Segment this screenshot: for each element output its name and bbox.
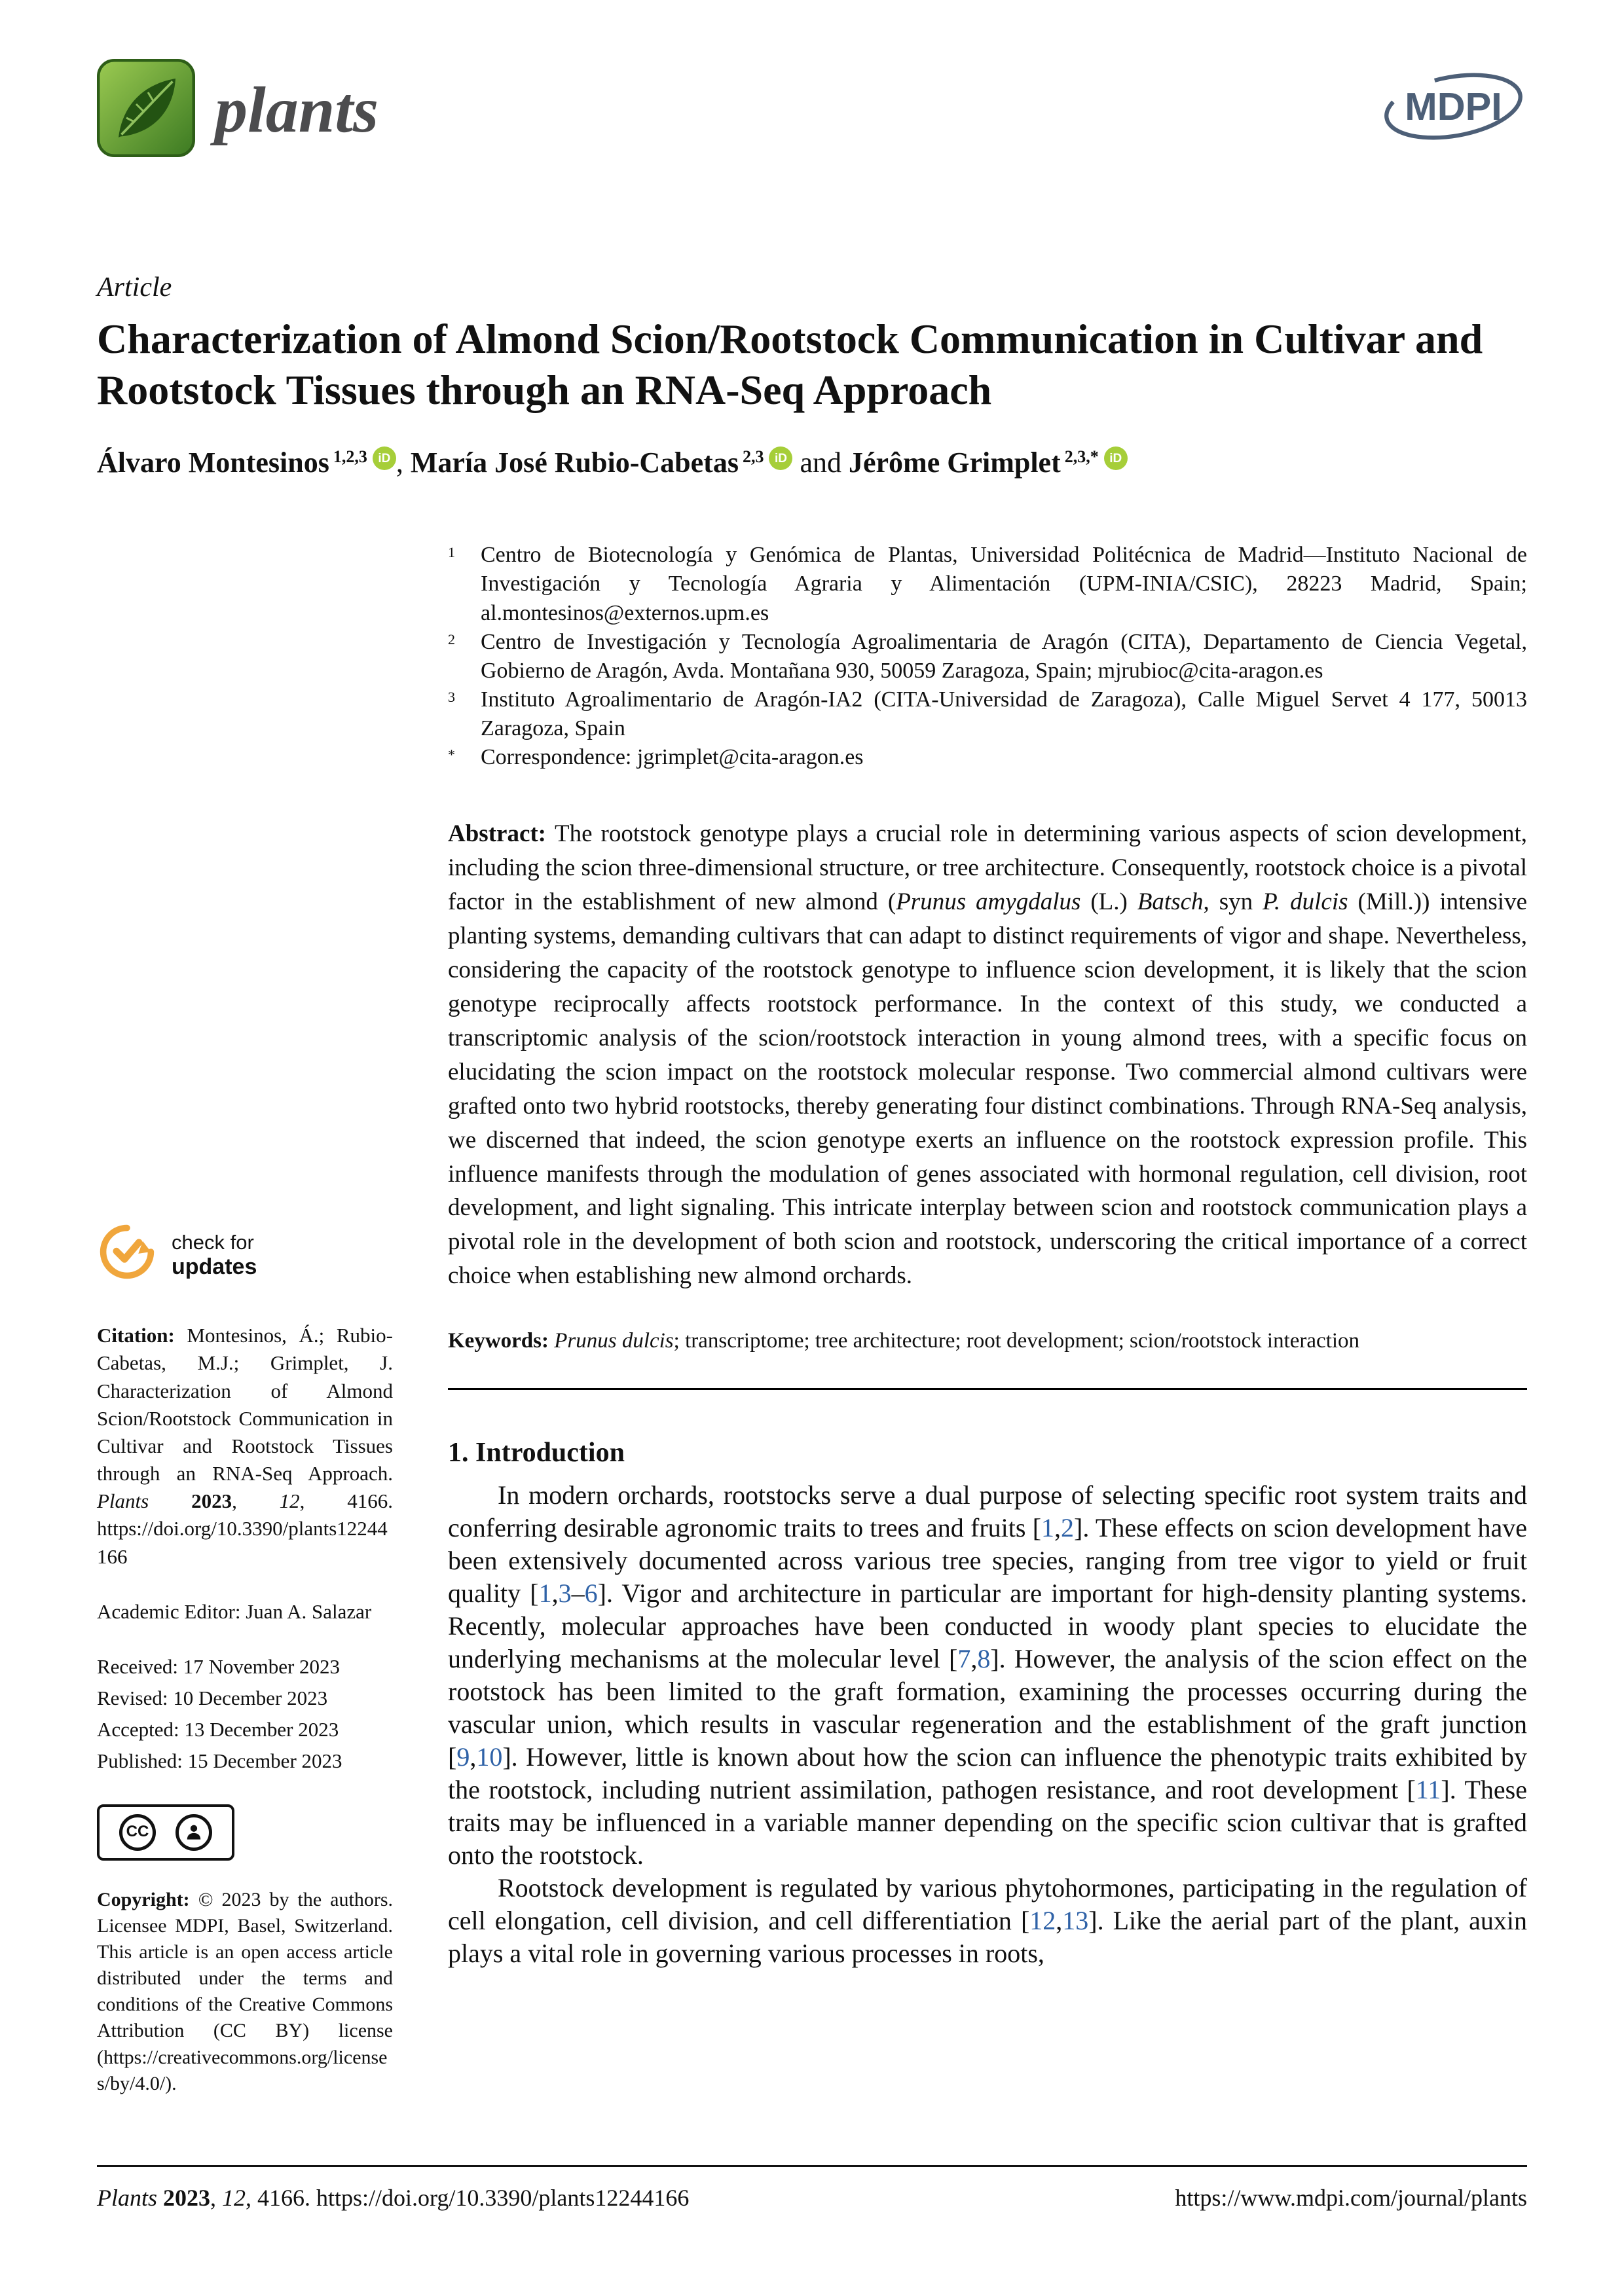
keywords [448,1326,1527,1356]
affiliation-item [448,743,1527,772]
history-dates [97,1653,393,1776]
text-run: ]. Like the aerial part of the plant, auxin plays a vital role in governing various processes in roots, [448,1905,1527,1968]
author-separator: , [396,446,411,479]
affiliation-item [448,685,1527,743]
left-sidebar [97,541,393,2097]
text-run: P. dulcis [1263,888,1348,915]
cc-icon: CC [119,1814,156,1851]
author-affiliation-marker: 2,3,* [1064,446,1099,466]
text-run: Plants [97,2185,164,2211]
reference-link[interactable]: 11 [1415,1774,1441,1804]
text-run: , [232,1489,280,1513]
text-run: Keywords: [448,1329,555,1353]
text-run: , [1054,1512,1061,1542]
mdpi-wordmark: MDPI [1405,84,1502,129]
academic-editor: Academic Editor: Juan A. Salazar [97,1599,372,1623]
text-run: , [970,1643,978,1673]
reference-link[interactable]: 7 [957,1643,971,1673]
text-run: The rootstock genotype plays a crucial role in determining various aspects of scion development, including the scion three-dimensional structure, or tree architecture. Consequently, rootstock choice is a pivotal factor in the establishment of new almond ( [448,820,1527,915]
text-run: – [571,1578,585,1608]
article-type-label: Article [97,272,172,302]
reference-link[interactable]: 9 [456,1741,470,1772]
history-date-line: Received: 17 November 2023 [97,1654,341,1678]
citation-block [97,1322,393,1570]
text-run: In modern orchards, rootstocks serve a dual purpose of selecting specific root system traits and conferring desirable agronomic traits to trees and fruits [ [448,1480,1527,1542]
page-footer [97,2165,1527,2212]
text-run: ]. However, little is known about how the scion can influence the phenotypic traits exhibited by the rootstock, including nutrient assimilation, pathogen resistance, and root development [ [448,1741,1527,1804]
text-run: ]. However, the analysis of the scion effect on the rootstock has been limited to the graft formation, examining the processes occurring during the vascular union, which results in vascular regeneration and the establishment of the graft junction [ [448,1643,1527,1772]
text-run: , syn [1203,888,1263,915]
copyright-note [97,1887,393,2098]
footer-citation [97,2184,689,2212]
affiliation-marker: 3 [448,689,455,706]
abstract [448,817,1527,1294]
keywords-divider [448,1388,1527,1390]
crossmark-icon [97,1222,157,1289]
section-heading-introduction: 1. Introduction [448,1437,625,1468]
journal-logo[interactable] [97,59,378,160]
history-date-line: Published: 15 December 2023 [97,1749,342,1773]
text-run: ]. Vigor and architecture in particular are important for high-density planting systems. Recently, molecular approaches have been conducted in woody plant species to elucidate the underlying mechanisms at the molecular level [ [448,1578,1527,1673]
mdpi-logo[interactable] [1380,68,1527,148]
affiliation-marker: * [448,746,455,763]
page-header [97,0,1527,160]
text-run: (L.) [1080,888,1137,915]
author-affiliation-marker: 2,3 [742,446,764,466]
affiliation-text: Centro de Biotecnología y Genómica de Plantas, Universidad Politécnica de Madrid—Instituto Nacional de Investigación y Tecnología Agraria y Alimentación (UPM-INIA/CSIC), 28223 Madrid, Spain; al.montesinos@externos.upm.es [481,543,1527,625]
text-run: ]. These traits may be influenced in a variable manner depending on the specific scion cultivar that is grafted onto the rootstock. [448,1774,1527,1870]
orcid-icon[interactable]: iD [1104,446,1128,470]
text-run: ]. These effects on scion development have been extensively documented across various tree species, ranging from tree vigor to yield or fruit quality [ [448,1512,1527,1608]
article-title: Characterization of Almond Scion/Rootstock Communication in Cultivar and Rootstock Tissues through an RNA-Seq Approach [97,316,1483,414]
reference-link[interactable]: 12 [1029,1905,1056,1935]
text-run: , [470,1741,477,1772]
text-run: Citation: [97,1324,187,1347]
author-name: Jérôme Grimplet [848,446,1061,479]
check-label-line1: check for [172,1231,254,1254]
text-run: , [551,1578,559,1608]
author-affiliation-marker: 1,2,3 [333,446,367,466]
affiliation-item [448,541,1527,628]
text-run: , [210,2185,223,2211]
text-run: , 4166. https://doi.org/10.3390/plants12244166 [97,1489,394,1568]
author-line [97,445,1527,481]
journal-name: plants [215,73,379,146]
content-grid [97,541,1527,2097]
reference-link[interactable]: 13 [1062,1905,1089,1935]
affiliation-text: Correspondence: jgrimplet@cita-aragon.es [481,745,864,770]
text-run: © 2023 by the authors. Licensee MDPI, Basel, Switzerland. This article is an open access article distributed under the terms and conditions of the Creative Commons Attribution (CC BY) license (https://creativecommons.org/licenses/by/4.0/). [97,1888,393,2094]
text-run: Abstract: [448,820,555,847]
text-run: 2023 [191,1489,232,1513]
reference-link[interactable]: 2 [1061,1512,1075,1542]
footer-journal-url[interactable]: https://www.mdpi.com/journal/plants [1175,2185,1527,2211]
text-run: 12 [279,1489,300,1513]
text-run: Montesinos, Á.; Rubio-Cabetas, M.J.; Grimplet, J. Characterization of Almond Scion/Rootstock Communication in Cultivar and Rootstock Tissues through an RNA-Seq Approach. [97,1324,393,1485]
check-label-line2: updates [172,1254,257,1280]
author-separator: and [792,446,849,479]
body-paragraph [448,1872,1527,1970]
text-run: Plants [97,1489,192,1513]
affiliation-text: Centro de Investigación y Tecnología Agroalimentaria de Aragón (CITA), Departamento de Ciencia Vegetal, Gobierno de Aragón, Avda. Montañana 930, 50059 Zaragoza, Spain; mjrubioc@cita-aragon.es [481,629,1527,683]
text-run: Prunus dulcis [554,1329,674,1353]
text-run: 12 [222,2185,246,2211]
check-for-updates-label [172,1231,257,1279]
affiliation-marker: 2 [448,630,455,647]
body-paragraph [448,1479,1527,1872]
history-date-line: Revised: 10 December 2023 [97,1686,328,1710]
author-name: María José Rubio-Cabetas [410,446,739,479]
text-run: Batsch [1137,888,1204,915]
main-column [448,541,1527,2097]
history-date-line: Accepted: 13 December 2023 [97,1718,339,1741]
cc-by-badge[interactable] [97,1804,234,1861]
text-run: (Mill.)) intensive planting systems, demanding cultivars that can adapt to distinct requirements of vigor and shape. Nevertheless, considering the capacity of the rootstock genotype to influence scion development, it is likely that the scion genotype reciprocally affects rootstock performance. In the context of this study, we conducted a transcriptomic analysis of the scion/rootstock interaction in young almond trees, with a specific focus on elucidating the scion impact on the rootstock molecular response. Two commercial almond cultivars were grafted onto two hybrid rootstocks, thereby generating four distinct combinations. Through RNA-Seq analysis, we discerned that indeed, the scion genotype exerts an influence on the rootstock expression profile. This influence manifests through the modulation of genes associated with hormonal regulation, cell division, root development, and light signaling. This intricate interplay between scion and rootstock communication plays a pivotal role in the development of both scion and rootstock, underscoring the critical importance of a correct choice when establishing new almond orchards. [448,888,1527,1290]
affiliation-list [448,541,1527,773]
author-name: Álvaro Montesinos [97,446,329,479]
affiliation-marker: 1 [448,544,455,561]
reference-link[interactable]: 1 [538,1578,552,1608]
orcid-icon[interactable]: iD [769,446,792,470]
reference-link[interactable]: 10 [476,1741,503,1772]
cc-person-icon [175,1814,212,1851]
orcid-icon[interactable]: iD [373,446,396,470]
reference-link[interactable]: 8 [977,1643,991,1673]
text-run: 2023 [163,2185,211,2211]
affiliation-text: Instituto Agroalimentario de Aragón-IA2 (CITA-Universidad de Zaragoza), Calle Miguel Servet 4 177, 50013 Zaragoza, Spain [481,687,1527,741]
affiliation-item [448,628,1527,685]
intro-paragraphs [448,1479,1527,1970]
text-run: , 4166. https://doi.org/10.3390/plants12244166 [246,2185,690,2211]
text-run: , [1056,1905,1063,1935]
reference-link[interactable]: 6 [584,1578,598,1608]
check-for-updates-badge[interactable] [97,1222,393,1289]
reference-link[interactable]: 3 [558,1578,572,1608]
reference-link[interactable]: 1 [1041,1512,1055,1542]
text-run: Prunus amygdalus [896,888,1081,915]
text-run: ; transcriptome; tree architecture; root development; scion/rootstock interaction [673,1329,1360,1353]
text-run: Rootstock development is regulated by various phytohormones, participating in the regulation of cell elongation, cell division, and cell differentiation [ [448,1872,1527,1935]
text-run: Copyright: [97,1888,198,1910]
plants-leaf-icon [97,59,195,160]
